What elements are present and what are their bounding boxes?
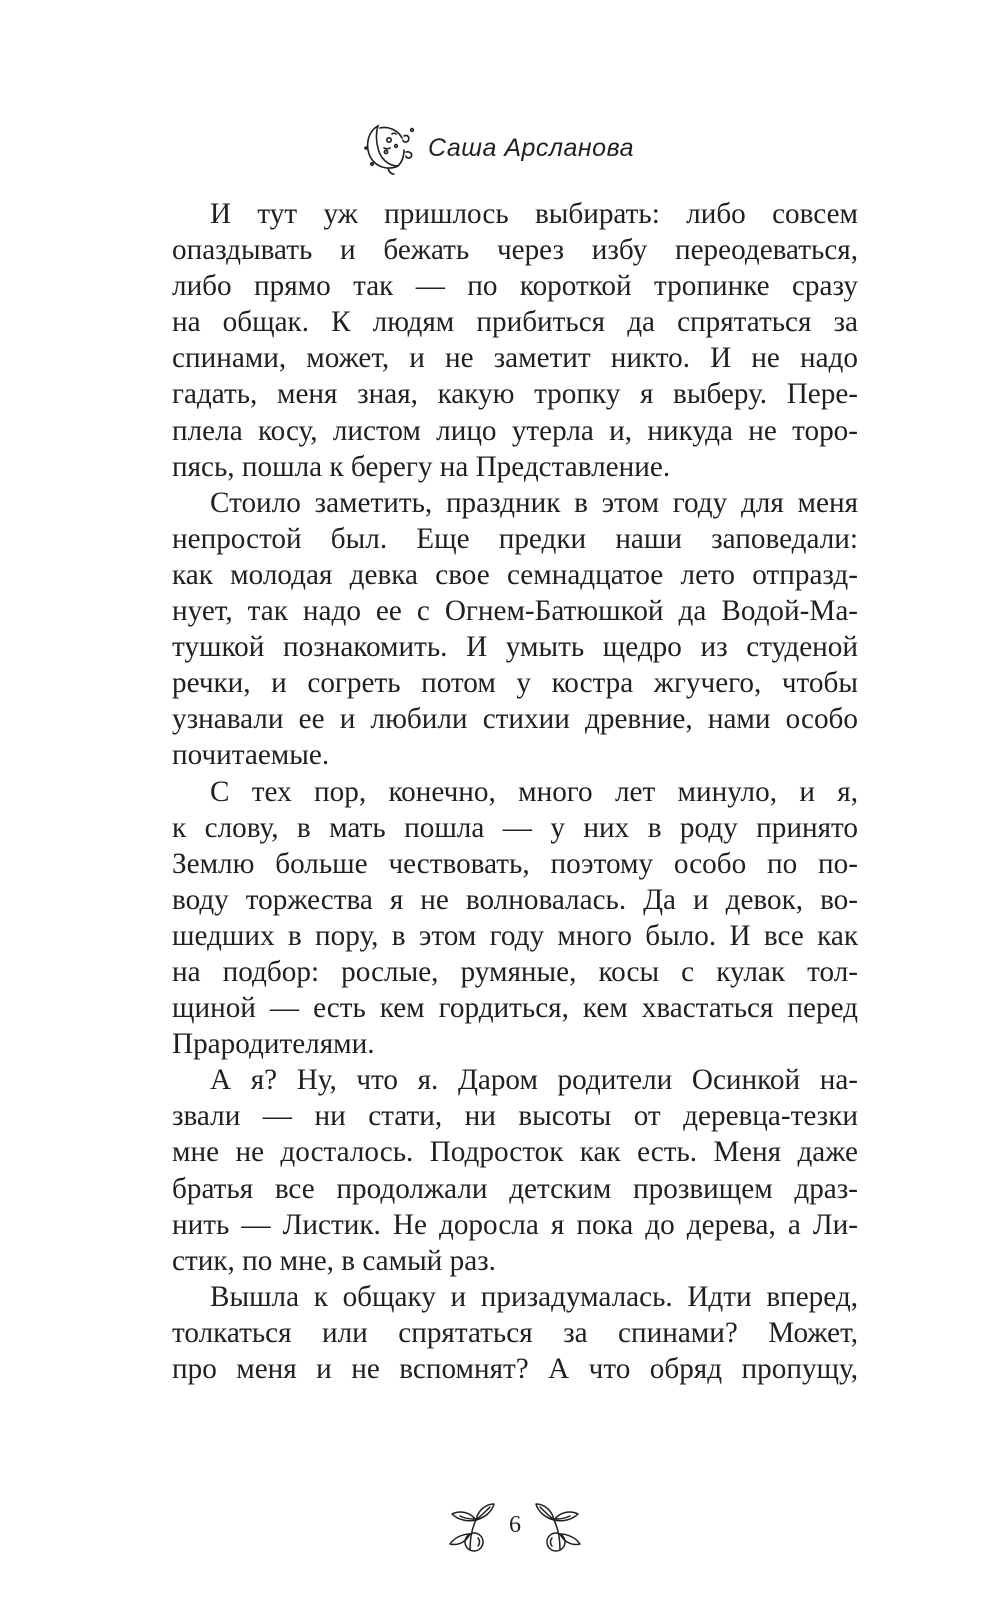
text-line: на подбор: рослые, румяные, косы с кулак тол- <box>172 955 858 988</box>
paragraph <box>172 485 858 774</box>
text-line: плела косу, листом лицо утерла и, никуда не торо- <box>172 414 858 447</box>
text-line: звали — ни стати, ни высоты от деревца-тезки <box>172 1100 858 1133</box>
text-line: нить — Листик. Не доросла я пока до дерева, а Ли- <box>172 1208 858 1241</box>
text-line: к слову, в мать пошла — у них в роду принято <box>172 811 858 844</box>
text-line: спинами, может, и не заметит никто. И не надо <box>172 342 858 375</box>
text-line: Стоило заметить, праздник в этом году для меня <box>210 486 858 519</box>
text-line: толкаться или спрятаться за спинами? Может, <box>172 1316 858 1349</box>
text-line: на общак. К людям прибиться да спрятаться за <box>172 306 858 339</box>
text-line: речки, и согреть потом у костра жгучего, чтобы <box>172 667 858 700</box>
text-line: Землю больше чествовать, поэтому особо по по- <box>172 847 858 880</box>
text-line: узнавали ее и любили стихии древние, нами особо <box>172 703 858 736</box>
text-line: Вышла к общаку и призадумалась. Идти вперед, <box>210 1280 858 1313</box>
running-head <box>0 118 1000 178</box>
text-line: пясь, пошла к берегу на Представление. <box>172 450 671 483</box>
text-line: братья все продолжали детским прозвищем драз- <box>172 1172 858 1205</box>
text-line: опаздывать и бежать через избу переодеваться, <box>172 234 858 267</box>
paragraph <box>172 1279 858 1387</box>
paragraph <box>172 1062 858 1279</box>
page-footer <box>0 1490 1000 1560</box>
text-line: почитаемые. <box>172 739 330 772</box>
text-line: либо прямо так — по короткой тропинке сразу <box>172 270 858 303</box>
paragraph <box>172 196 858 485</box>
text-line: мне не досталось. Подросток как есть. Меня даже <box>172 1136 858 1169</box>
paragraph <box>172 774 858 1063</box>
moon-face-ornament-icon <box>358 118 422 178</box>
text-line: воду торжества я не волновалась. Да и девок, во- <box>172 883 858 916</box>
text-line: стик, по мне, в самый раз. <box>172 1244 496 1277</box>
text-line: как молодая девка свое семнадцатое лето отпразд- <box>172 558 858 591</box>
page-number: 6 <box>509 1512 521 1538</box>
leaf-sprig-right-icon <box>528 1490 590 1556</box>
text-line: тушкой познакомить. И умыть щедро из студеной <box>172 631 858 664</box>
running-title: Саша Арсланова <box>428 134 634 162</box>
text-line: гадать, меня зная, какую тропку я выберу. Пере- <box>172 378 858 411</box>
text-line: С тех пор, конечно, много лет минуло, и я, <box>210 775 858 808</box>
leaf-sprig-left-icon <box>440 1490 502 1556</box>
text-line: А я? Ну, что я. Даром родители Осинкой на- <box>210 1064 858 1097</box>
text-line: нует, так надо ее с Огнем-Батюшкой да Водой-Ма- <box>172 595 858 628</box>
text-line: щиной — есть кем гордиться, кем хвастаться перед <box>172 992 858 1025</box>
text-line: про меня и не вспомнят? А что обряд пропущу, <box>172 1353 858 1385</box>
text-line: непростой был. Еще предки наши заповедали: <box>172 522 858 555</box>
text-line: И тут уж пришлось выбирать: либо совсем <box>210 198 858 230</box>
body-text <box>172 196 858 1387</box>
text-line: шедших в пору, в этом году много было. И все как <box>172 919 858 952</box>
text-line: Прародителями. <box>172 1028 375 1061</box>
